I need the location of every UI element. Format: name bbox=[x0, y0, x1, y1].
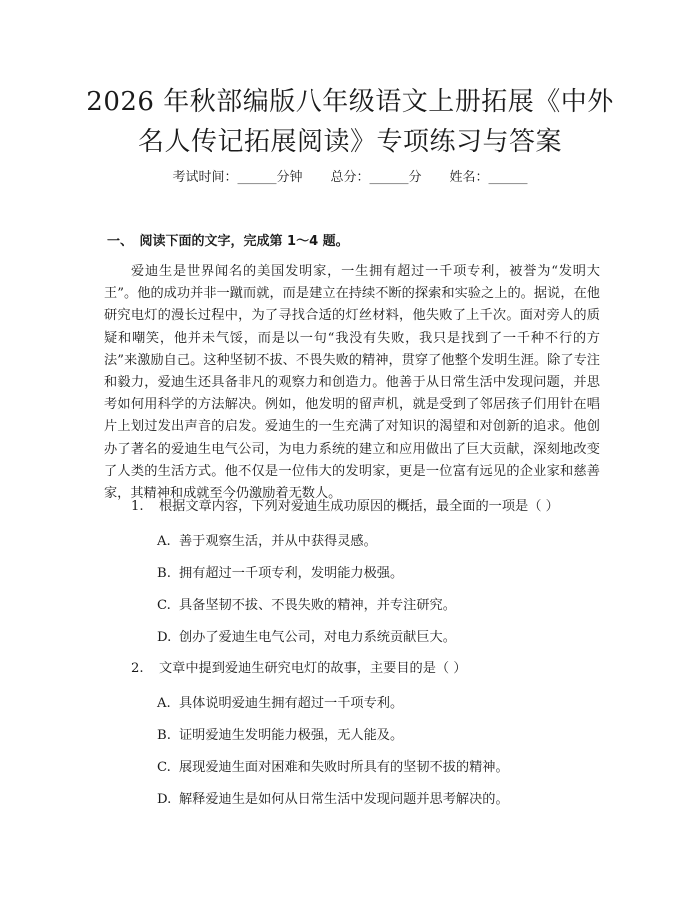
question-1-option-c bbox=[157, 596, 456, 616]
question-2 bbox=[131, 659, 467, 679]
question-text: 根据文章内容，下列对爱迪生成功原因的概括，最全面的一项是（ ） bbox=[159, 499, 559, 514]
option-letter: C. bbox=[157, 760, 171, 775]
question-2-option-b bbox=[157, 726, 403, 746]
option-letter: A. bbox=[157, 696, 171, 711]
option-text: 善于观察生活，并从中获得灵感。 bbox=[179, 534, 377, 549]
title-line-2: 名人传记拓展阅读》专项练习与答案 bbox=[137, 127, 562, 157]
question-number: 2. bbox=[131, 661, 144, 676]
option-text: 创办了爱迪生电气公司，对电力系统贡献巨大。 bbox=[179, 630, 456, 645]
option-text: 解释爱迪生是如何从日常生活中发现问题并思考解决的。 bbox=[179, 792, 509, 807]
name-field: 姓名：______ bbox=[449, 170, 528, 185]
question-2-option-d bbox=[157, 790, 509, 810]
total-score-field: 总分：______分 bbox=[330, 170, 422, 185]
question-text: 文章中提到爱迪生研究电灯的故事，主要目的是（ ） bbox=[159, 661, 467, 676]
exam-meta bbox=[0, 168, 700, 188]
option-text: 拥有超过一千项专利，发明能力极强。 bbox=[179, 566, 404, 581]
question-1-option-d bbox=[157, 628, 456, 648]
document-title bbox=[60, 82, 640, 162]
option-letter: B. bbox=[157, 566, 171, 581]
option-letter: B. bbox=[157, 728, 171, 743]
question-1-option-b bbox=[157, 564, 403, 584]
question-number: 1. bbox=[131, 499, 144, 514]
question-2-option-a bbox=[157, 694, 403, 714]
option-letter: D. bbox=[157, 630, 172, 645]
option-letter: C. bbox=[157, 598, 171, 613]
option-text: 展现爱迪生面对困难和失败时所具有的坚韧不拔的精神。 bbox=[179, 760, 509, 775]
option-letter: A. bbox=[157, 534, 171, 549]
question-1 bbox=[131, 497, 559, 517]
reading-passage: 爱迪生是世界闻名的美国发明家，一生拥有超过一千项专利，被誉为“发明大王”。他的成功并非一蹴而就，而是建立在持续不断的探索和实验之上的。据说，在他研究电灯的漫长过程中，为了寻找合适的灯丝材料，他失败了上千次。面对旁人的质疑和嘲笑，他并未气馁，而是以一句“我没有失败，我只是找到了一千种不行的方法”来激励自己。这种坚韧不拔、不畏失败的精神，贯穿了他整个发明生涯。除了专注和毅力，爱迪生还具备非凡的观察力和创造力。他善于从日常生活中发现问题，并思考如何用科学的方法解决。例如，他发明的留声机，就是受到了邻居孩子们用针在唱片上划过发出声音的启发。爱迪生的一生充满了对知识的渴望和对创新的追求。他创办了著名的爱迪生电气公司，为电力系统的建立和应用做出了巨大贡献，深刻地改变了人类的生活方式。他不仅是一位伟大的发明家，更是一位富有远见的企业家和慈善家，其精神和成就至今仍激励着无数人。 bbox=[104, 264, 600, 502]
question-2-option-c bbox=[157, 758, 509, 778]
option-letter: D. bbox=[157, 792, 172, 807]
title-line-1: 2026 年秋部编版八年级语文上册拓展《中外 bbox=[86, 87, 614, 117]
exam-time-field: 考试时间：______分钟 bbox=[172, 170, 303, 185]
option-text: 具体说明爱迪生拥有超过一千项专利。 bbox=[179, 696, 404, 711]
option-text: 证明爱迪生发明能力极强，无人能及。 bbox=[179, 728, 404, 743]
question-1-option-a bbox=[157, 532, 377, 552]
section-heading: 一、 阅读下面的文字，完成第 1～4 题。 bbox=[107, 234, 349, 249]
option-text: 具备坚韧不拔、不畏失败的精神，并专注研究。 bbox=[179, 598, 456, 613]
